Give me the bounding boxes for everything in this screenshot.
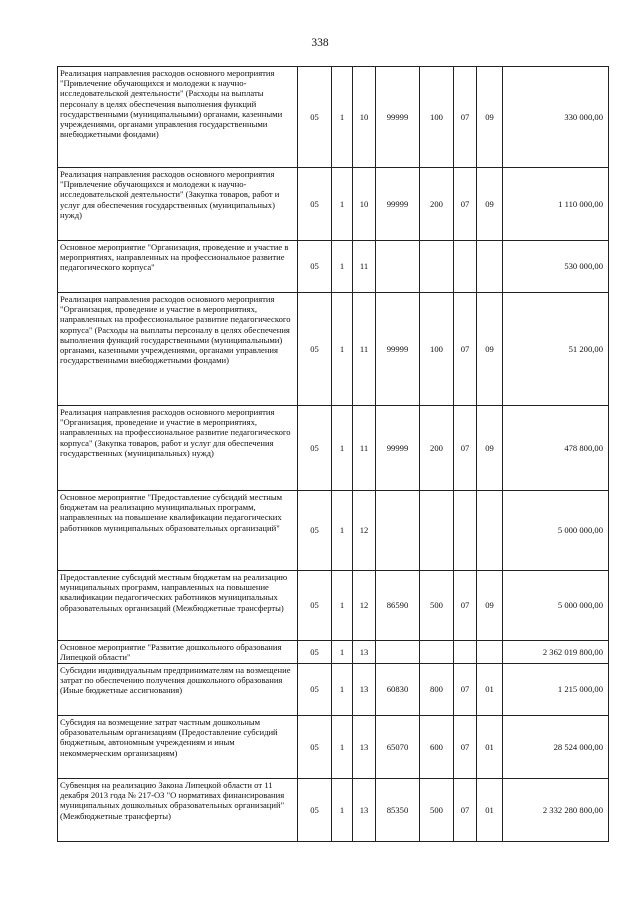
subprogram-code: 1 <box>332 406 353 491</box>
expense-type-code: 200 <box>420 406 454 491</box>
section-code: 07 <box>454 293 477 406</box>
expense-type-code <box>420 491 454 571</box>
subsection-code: 09 <box>477 67 503 168</box>
table-row <box>58 241 609 293</box>
direction-code <box>376 491 420 571</box>
subprogram-code: 1 <box>332 664 353 716</box>
expense-type-code: 500 <box>420 779 454 842</box>
row-description: Субвенция на реализацию Закона Липецкой области от 11 декабря 2013 года № 217-ОЗ "О нормативах финансирования муниципальных дошкольных образовательных организаций" (Межбюджетные трансферты) <box>58 779 298 842</box>
activity-code: 12 <box>353 571 376 641</box>
activity-code: 10 <box>353 168 376 241</box>
section-code: 07 <box>454 664 477 716</box>
expense-type-code: 500 <box>420 571 454 641</box>
subprogram-code: 1 <box>332 491 353 571</box>
row-description: Реализация направления расходов основного мероприятия "Привлечение обучающихся и молодежи к научно-исследовательской деятельности" (Закупка товаров, работ и услуг для обеспечения государственных (муниципальных) нужд) <box>58 168 298 241</box>
subprogram-code: 1 <box>332 571 353 641</box>
subprogram-code: 1 <box>332 293 353 406</box>
subsection-code <box>477 241 503 293</box>
amount: 2 362 019 800,00 <box>503 641 609 664</box>
row-description: Реализация направления расходов основного мероприятия "Привлечение обучающихся и молодежи к научно-исследовательской деятельности" (Расходы на выплаты персоналу в целях обеспечения выполнения функций государственными (муниципальными) органами, казенными учреждениями, органами управления государственными внебюджетными фондами) <box>58 67 298 168</box>
amount: 51 200,00 <box>503 293 609 406</box>
subsection-code: 09 <box>477 168 503 241</box>
row-description: Основное мероприятие "Организация, проведение и участие в мероприятиях, направленных на профессиональное развитие педагогического корпуса" <box>58 241 298 293</box>
section-code: 07 <box>454 168 477 241</box>
row-description: Предоставление субсидий местным бюджетам на реализацию муниципальных программ, направленных на повышение квалификации педагогических работников муниципальных образовательных организаций (Межбюджетные трансферты) <box>58 571 298 641</box>
expense-type-code <box>420 241 454 293</box>
section-code: 07 <box>454 67 477 168</box>
page-number: 338 <box>311 37 329 49</box>
direction-code: 99999 <box>376 406 420 491</box>
section-code: 07 <box>454 406 477 491</box>
section-code <box>454 491 477 571</box>
subprogram-code: 1 <box>332 716 353 779</box>
amount: 5 000 000,00 <box>503 491 609 571</box>
row-description: Субсидии индивидуальным предпринимателям на возмещение затрат по обеспечению получения дошкольного образования (Иные бюджетные ассигнования) <box>58 664 298 716</box>
table-row <box>58 406 609 491</box>
subprogram-code: 1 <box>332 67 353 168</box>
section-code: 07 <box>454 571 477 641</box>
amount: 478 800,00 <box>503 406 609 491</box>
amount: 530 000,00 <box>503 241 609 293</box>
table-row <box>58 491 609 571</box>
program-code: 05 <box>298 641 332 664</box>
subprogram-code: 1 <box>332 241 353 293</box>
direction-code: 85350 <box>376 779 420 842</box>
row-description: Основное мероприятие "Развитие дошкольного образования Липецкой области" <box>58 641 298 664</box>
activity-code: 13 <box>353 641 376 664</box>
activity-code: 10 <box>353 67 376 168</box>
row-description: Субсидия на возмещение затрат частным дошкольным образовательным организациям (Предоставление субсидий бюджетным, автономным учреждениям и иным некоммерческим организациям) <box>58 716 298 779</box>
budget-table <box>57 66 609 842</box>
section-code: 07 <box>454 779 477 842</box>
direction-code: 86590 <box>376 571 420 641</box>
direction-code: 99999 <box>376 168 420 241</box>
program-code: 05 <box>298 491 332 571</box>
activity-code: 11 <box>353 406 376 491</box>
row-description: Основное мероприятие "Предоставление субсидий местным бюджетам на реализацию муниципальных программ, направленных на повышение квалификации педагогических работников муниципальных образовательных организаций" <box>58 491 298 571</box>
amount: 28 524 000,00 <box>503 716 609 779</box>
table-row <box>58 664 609 716</box>
table-row <box>58 779 609 842</box>
row-description: Реализация направления расходов основного мероприятия "Организация, проведение и участие в мероприятиях, направленных на профессиональное развитие педагогического корпуса" (Расходы на выплаты персоналу в целях обеспечения выполнения функций государственными (муниципальными) органами, казенными учреждениями, органами управления государственными внебюджетными фондами) <box>58 293 298 406</box>
table-row <box>58 293 609 406</box>
subprogram-code: 1 <box>332 641 353 664</box>
activity-code: 13 <box>353 779 376 842</box>
activity-code: 13 <box>353 716 376 779</box>
amount: 330 000,00 <box>503 67 609 168</box>
program-code: 05 <box>298 67 332 168</box>
expense-type-code: 100 <box>420 67 454 168</box>
subsection-code: 01 <box>477 716 503 779</box>
program-code: 05 <box>298 571 332 641</box>
expense-type-code: 200 <box>420 168 454 241</box>
subsection-code: 09 <box>477 406 503 491</box>
amount: 5 000 000,00 <box>503 571 609 641</box>
subsection-code: 01 <box>477 664 503 716</box>
table-row <box>58 168 609 241</box>
direction-code: 99999 <box>376 293 420 406</box>
amount: 1 110 000,00 <box>503 168 609 241</box>
program-code: 05 <box>298 293 332 406</box>
table-row <box>58 641 609 664</box>
program-code: 05 <box>298 664 332 716</box>
expense-type-code: 600 <box>420 716 454 779</box>
activity-code: 11 <box>353 241 376 293</box>
subsection-code: 09 <box>477 571 503 641</box>
amount: 1 215 000,00 <box>503 664 609 716</box>
program-code: 05 <box>298 168 332 241</box>
subprogram-code: 1 <box>332 168 353 241</box>
subprogram-code: 1 <box>332 779 353 842</box>
table-row <box>58 571 609 641</box>
expense-type-code: 800 <box>420 664 454 716</box>
direction-code: 65070 <box>376 716 420 779</box>
program-code: 05 <box>298 779 332 842</box>
table-row <box>58 67 609 168</box>
section-code: 07 <box>454 716 477 779</box>
program-code: 05 <box>298 241 332 293</box>
direction-code <box>376 641 420 664</box>
activity-code: 12 <box>353 491 376 571</box>
expense-type-code: 100 <box>420 293 454 406</box>
activity-code: 11 <box>353 293 376 406</box>
subsection-code <box>477 641 503 664</box>
subsection-code: 09 <box>477 293 503 406</box>
direction-code: 99999 <box>376 67 420 168</box>
section-code <box>454 641 477 664</box>
row-description: Реализация направления расходов основного мероприятия "Организация, проведение и участие в мероприятиях, направленных на профессиональное развитие педагогического корпуса" (Закупка товаров, работ и услуг для обеспечения государственных (муниципальных) нужд) <box>58 406 298 491</box>
direction-code: 60830 <box>376 664 420 716</box>
subsection-code <box>477 491 503 571</box>
table-row <box>58 716 609 779</box>
program-code: 05 <box>298 716 332 779</box>
direction-code <box>376 241 420 293</box>
expense-type-code <box>420 641 454 664</box>
subsection-code: 01 <box>477 779 503 842</box>
activity-code: 13 <box>353 664 376 716</box>
program-code: 05 <box>298 406 332 491</box>
section-code <box>454 241 477 293</box>
amount: 2 332 280 800,00 <box>503 779 609 842</box>
